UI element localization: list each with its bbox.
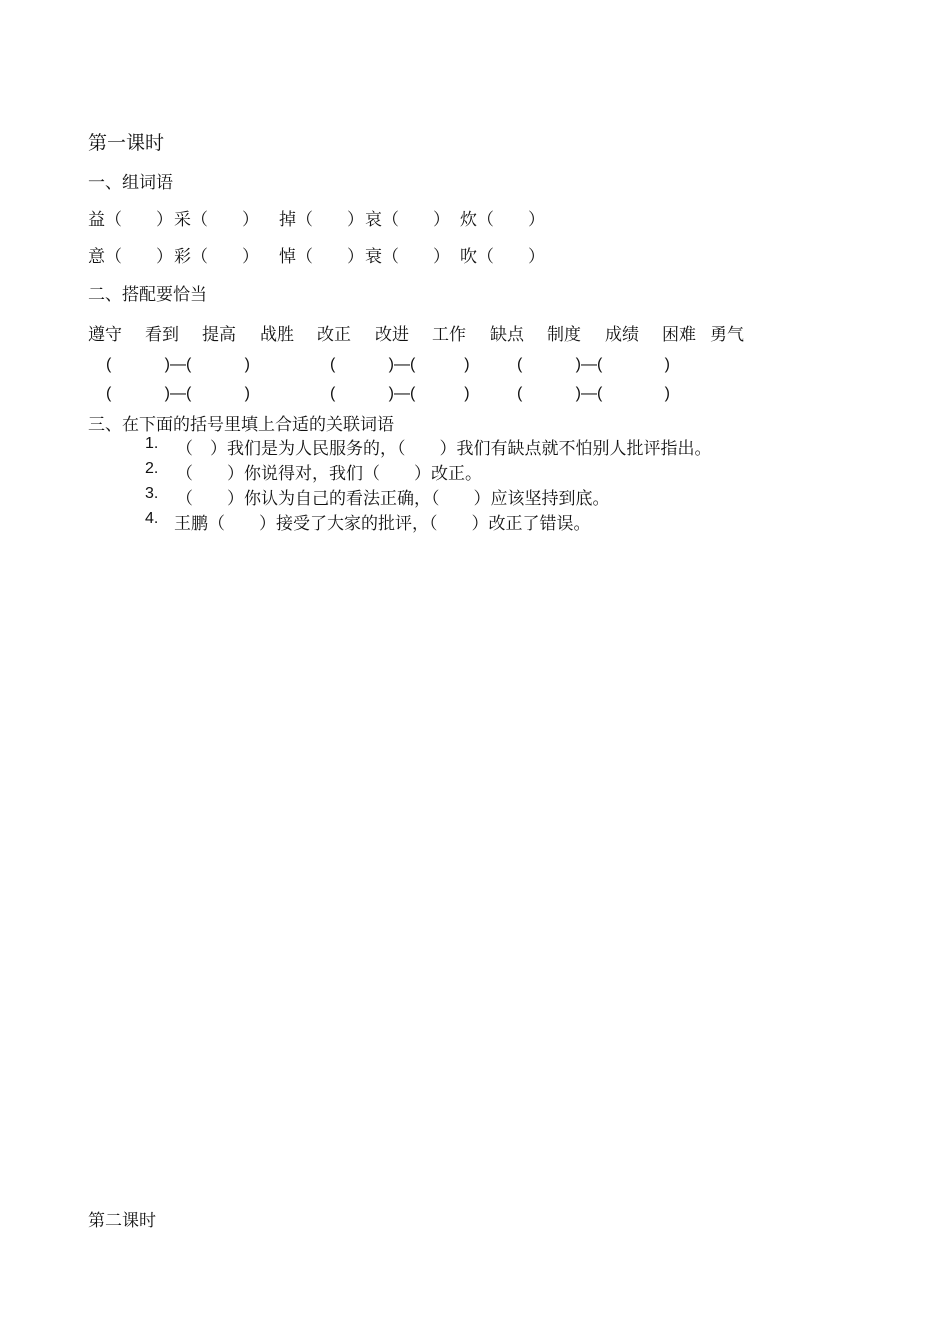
item-text: 王鹏（ ）接受了大家的批评，（ ）改正了错误。 <box>174 514 591 534</box>
word-blank: 掉（ ） <box>279 210 364 230</box>
word-item: 勇气 <box>710 325 744 345</box>
pair-blank: ( )—( ) <box>330 356 470 373</box>
pair-blank: ( )—( ) <box>517 385 670 402</box>
word-blank: 吹（ ） <box>460 247 545 267</box>
item-number: 1. <box>145 435 159 452</box>
word-blank: 衰（ ） <box>365 247 450 267</box>
word-blank: 益（ ） <box>88 210 173 230</box>
word-item: 战胜 <box>260 325 294 345</box>
word-item: 缺点 <box>490 325 524 345</box>
word-item: 工作 <box>432 325 466 345</box>
lesson2-title: 第二课时 <box>88 1211 156 1231</box>
word-item: 制度 <box>547 325 581 345</box>
word-item: 看到 <box>145 325 179 345</box>
word-item: 改进 <box>375 325 409 345</box>
section2-heading: 二、搭配要恰当 <box>88 285 207 305</box>
word-blank: 哀（ ） <box>365 210 450 230</box>
item-text: （ ）你说得对，我们（ ）改正。 <box>176 464 482 484</box>
lesson1-title: 第一课时 <box>88 132 165 154</box>
pair-blank: ( )—( ) <box>517 356 670 373</box>
section3-heading: 三、在下面的括号里填上合适的关联词语 <box>88 415 394 435</box>
word-item: 困难 <box>662 325 696 345</box>
word-blank: 炊（ ） <box>460 210 545 230</box>
pair-blank: ( )—( ) <box>106 385 250 402</box>
section1-heading: 一、组词语 <box>88 173 173 193</box>
word-item: 改正 <box>317 325 351 345</box>
word-blank: 彩（ ） <box>174 247 259 267</box>
item-number: 4. <box>145 510 159 527</box>
word-blank: 悼（ ） <box>279 247 364 267</box>
word-item: 成绩 <box>605 325 639 345</box>
pair-blank: ( )—( ) <box>106 356 250 373</box>
pair-blank: ( )—( ) <box>330 385 470 402</box>
word-item: 遵守 <box>88 325 122 345</box>
word-blank: 采（ ） <box>174 210 259 230</box>
item-text: （ ）你认为自己的看法正确，（ ）应该坚持到底。 <box>176 489 610 509</box>
item-number: 2. <box>145 460 159 477</box>
item-number: 3. <box>145 485 159 502</box>
item-text: （ ）我们是为人民服务的，（ ）我们有缺点就不怕别人批评指出。 <box>176 439 712 459</box>
word-blank: 意（ ） <box>88 247 173 267</box>
word-item: 提高 <box>202 325 236 345</box>
